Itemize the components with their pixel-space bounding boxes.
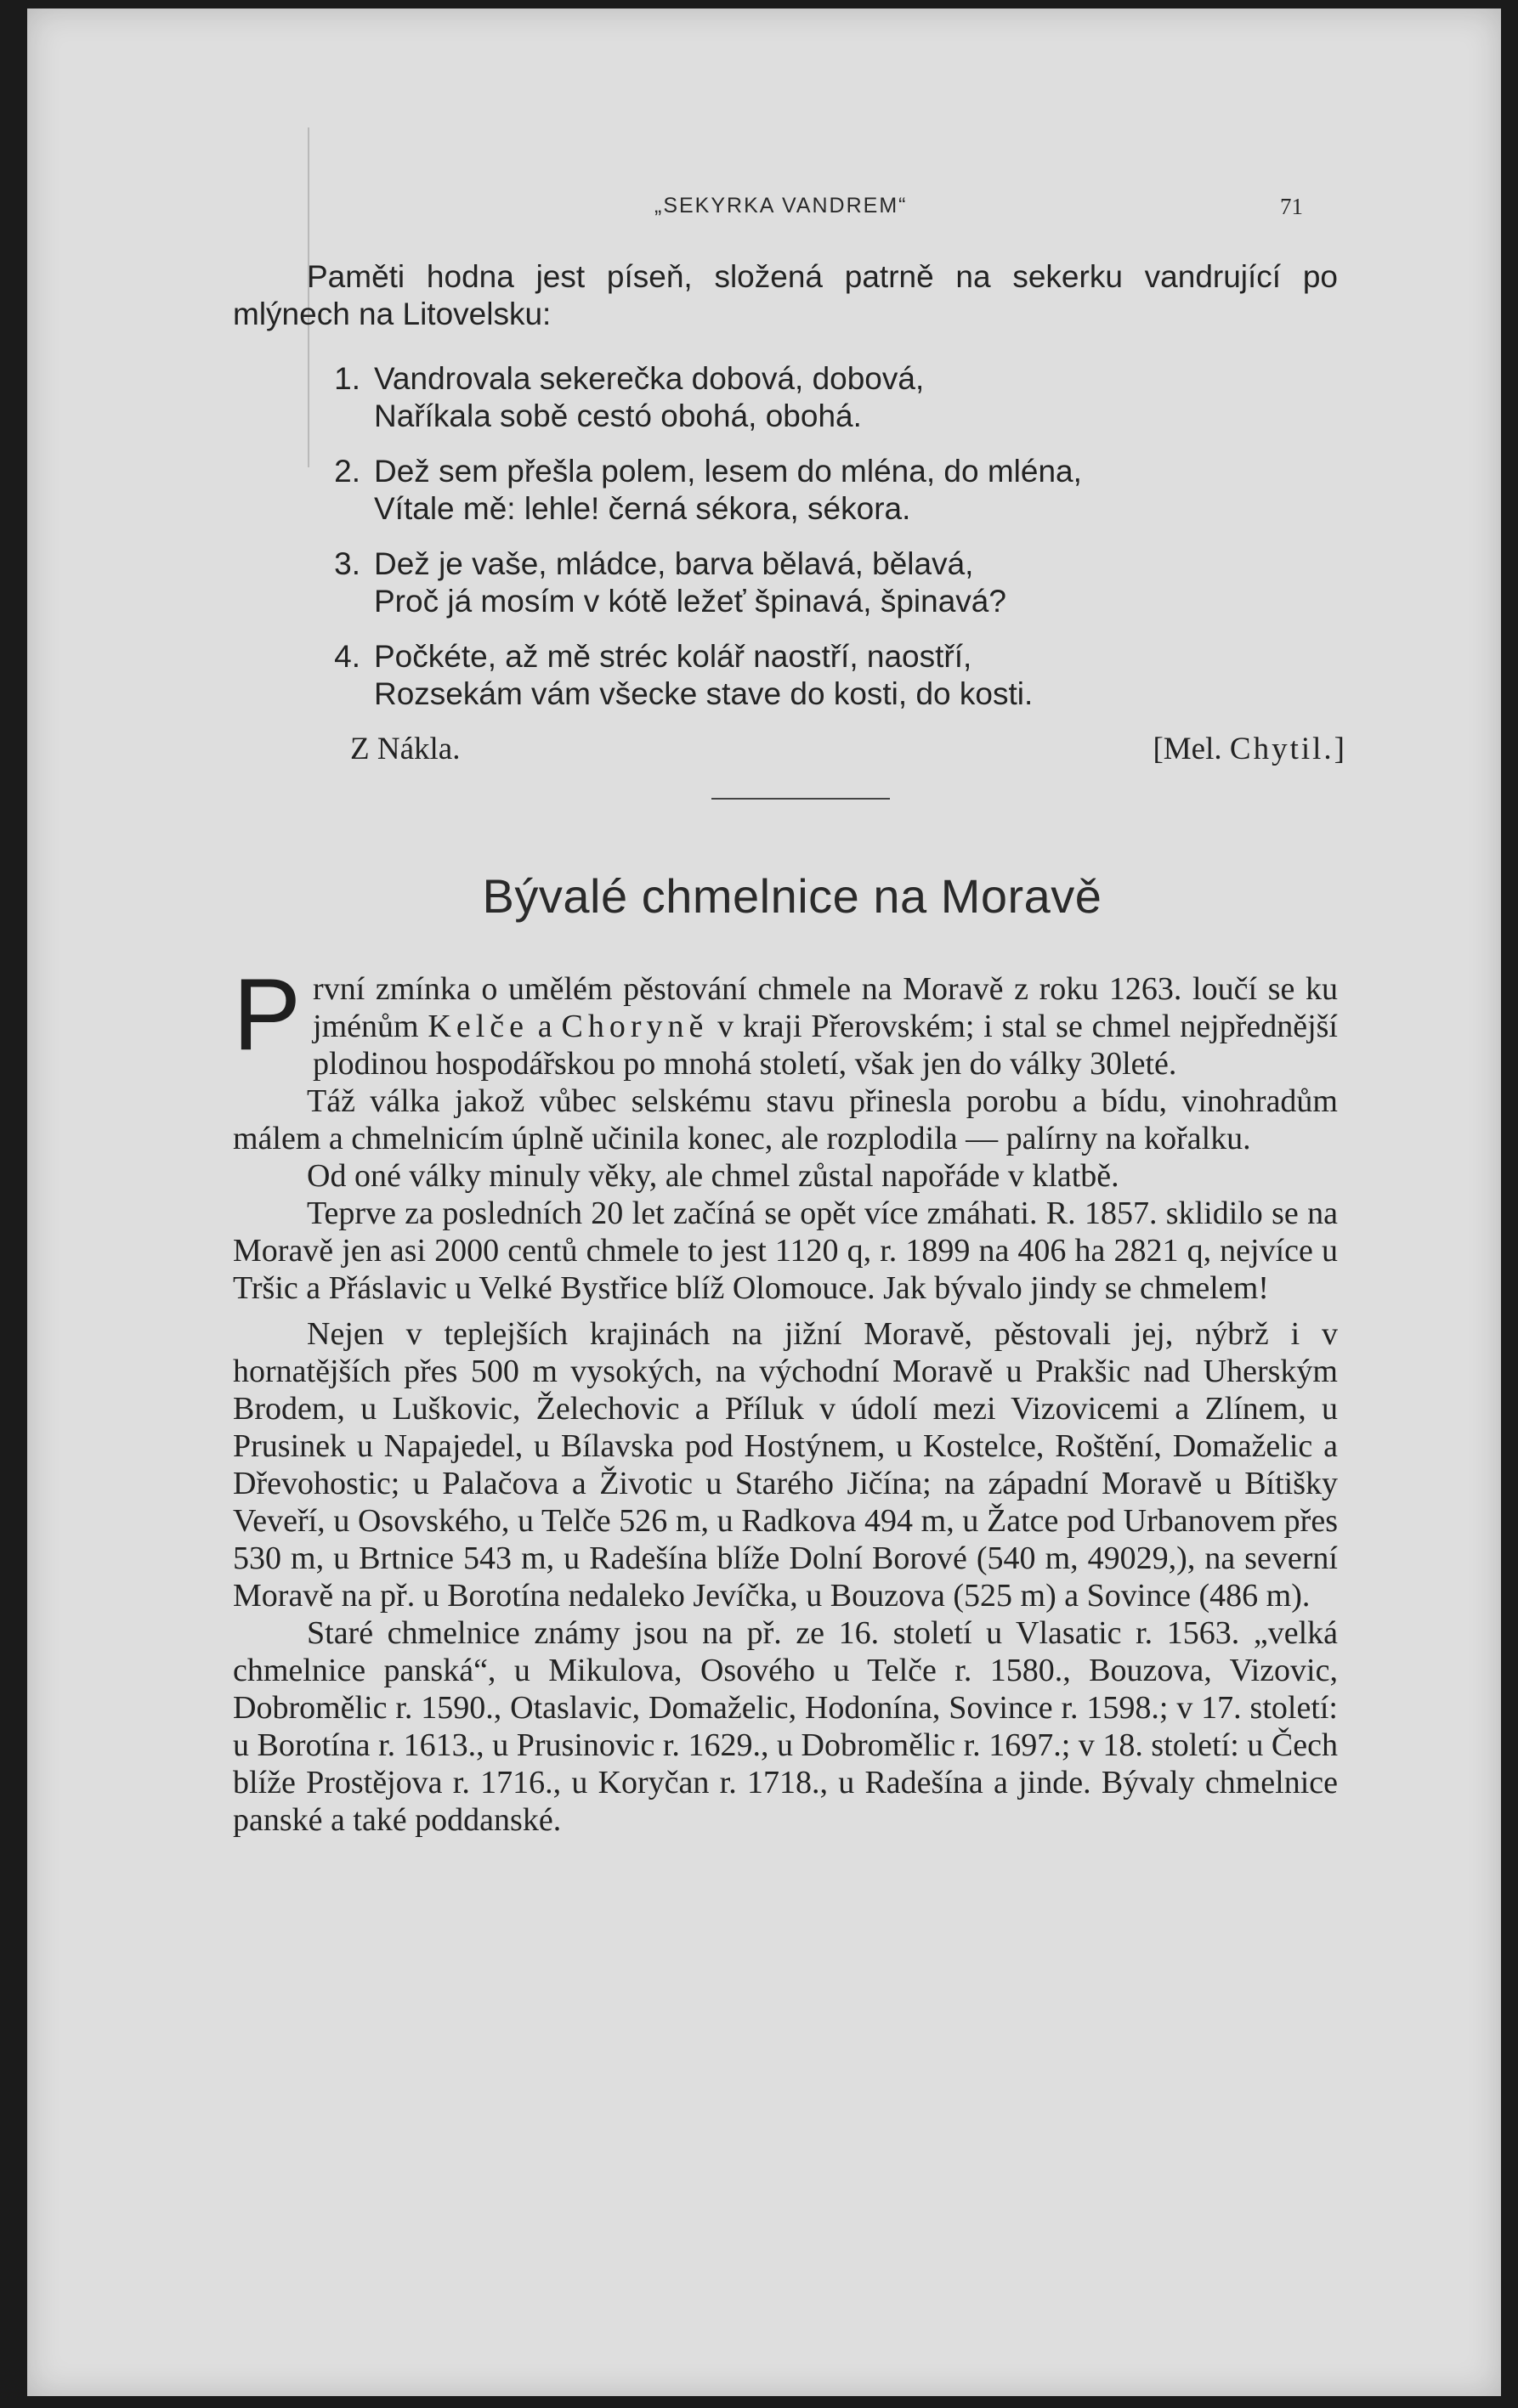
paragraph: Staré chmelnice známy jsou na př. ze 16. století u Vlasatic r. 1563. „velká chmelnice panská“, u Mikulova, Osového u Telče r. 1580., Bouzova, Vizovic, Dobromělic r. 1590., Otaslavic, Domaželic, Hodonína, Sovince r. 1598.; v 17. století: u Borotína r. 1613., u Prusinovic r. 1629., u Dobromělic r. 1697.; v 18. století: u Čech blíže Prostějova r. 1716., u Koryčan r. 1718., u Radešína a jinde. Bývaly chmelnice panské a také poddanské. [233, 1615, 1338, 1838]
verse-number: 4. [334, 639, 360, 674]
verse-line: Vítale mě: lehle! černá sékora, sékora. [374, 491, 911, 526]
article-body [233, 958, 1338, 1839]
text-run: rvní zmínka o umělém pěstování chmele na Moravě z roku 1263. loučí se ku jménům [313, 971, 1338, 1044]
page-number: 71 [1280, 194, 1303, 219]
verse-number: 3. [334, 546, 360, 581]
verse-line: Počkéte, až mě stréc kolář naostří, naostří, [374, 639, 972, 674]
song-verses [313, 360, 1316, 731]
paragraph: Táž válka jakož vůbec selskému stavu přinesla porobu a bídu, vinohradům málem a chmelnicím úplně učinila konec, ale rozplodila — palírny na kořalku. [233, 1083, 1338, 1156]
credit-prefix: [Mel. [1153, 732, 1222, 766]
drop-cap: P [233, 958, 302, 1071]
verse [313, 638, 1316, 713]
text-run: v kraji Přerovském; i stal se chmel nejpřednější plodinou hospodářskou po mnohá století, však jen do války 30leté. [313, 1009, 1338, 1082]
paragraph: Od oné války minuly věky, ale chmel zůstal napořáde v klatbě. [307, 1158, 1119, 1194]
section-divider [711, 798, 890, 800]
verse [313, 545, 1316, 620]
verse-line: Proč já mosím v kótě ležeť špinavá, špinavá? [374, 584, 1006, 619]
book-page [27, 8, 1501, 2396]
running-title: „SEKYRKA VANDREM“ [654, 194, 908, 218]
intro-paragraph: Paměti hodna jest píseň, složená patrně na sekerku vandrující po mlýnech na Litovelsku: [233, 259, 1338, 331]
article-title: Bývalé chmelnice na Moravě [482, 869, 1102, 923]
text-run: a [529, 1009, 562, 1044]
verse [313, 360, 1316, 435]
paragraph: Teprve za posledních 20 let začíná se opět více zmáhati. R. 1857. sklidilo se na Moravě jen asi 2000 centů chmele to jest 1120 q, r. 1899 na 406 ha 2821 q, nejvíce u Tršic a Přáslavic u Velké Bystřice blíž Olomouce. Jak bývalo jindy se chmelem! [233, 1196, 1338, 1306]
spaced-name: Kelče [428, 1009, 529, 1044]
verse-line: Naříkala sobě cestó obohá, obohá. [374, 399, 862, 433]
verse-line: Vandrovala sekerečka dobová, dobová, [374, 361, 925, 396]
verse [313, 453, 1316, 528]
verse-line: Dež je vaše, mládce, barva bělavá, bělavá, [374, 546, 974, 581]
source-place: Z Nákla. [350, 732, 461, 766]
source-credit [1153, 731, 1345, 768]
spaced-name: Choryně [561, 1009, 709, 1044]
paragraph: Nejen v teplejších krajinách na jižní Moravě, pěstovali jej, nýbrž i v hornatějších přes 500 m vysokých, na východní Moravě u Prakšic nad Uherským Brodem, u Luškovic, Želechovic a Příluk v údolí mezi Vizovicemi a Zlínem, u Prusinek u Napajedel, u Bílavska pod Hostýnem, u Kostelce, Roštění, Domaželic a Dřevohostic; u Palačova a Životic u Starého Jičína; na západní Moravě u Bítišky Veveří, u Osovského, u Telče 526 m, u Radkova 494 m, u Žatce pod Urbanovem přes 530 m, u Brtnice 543 m, u Radešína blíže Dolní Borové (540 m, 49029,), na severní Moravě na př. u Borotína nedaleko Jevíčka, u Bouzova (525 m) a Sovince (486 m). [233, 1316, 1338, 1614]
verse-line: Rozsekám vám všecke stave do kosti, do kosti. [374, 676, 1034, 711]
credit-suffix: ] [1334, 732, 1345, 766]
verse-line: Dež sem přešla polem, lesem do mléna, do mléna, [374, 454, 1082, 489]
credit-author: Chytil. [1229, 732, 1334, 766]
verse-number: 1. [334, 361, 360, 396]
verse-number: 2. [334, 454, 360, 489]
song-source [350, 731, 1345, 768]
paragraph [233, 958, 1338, 1082]
